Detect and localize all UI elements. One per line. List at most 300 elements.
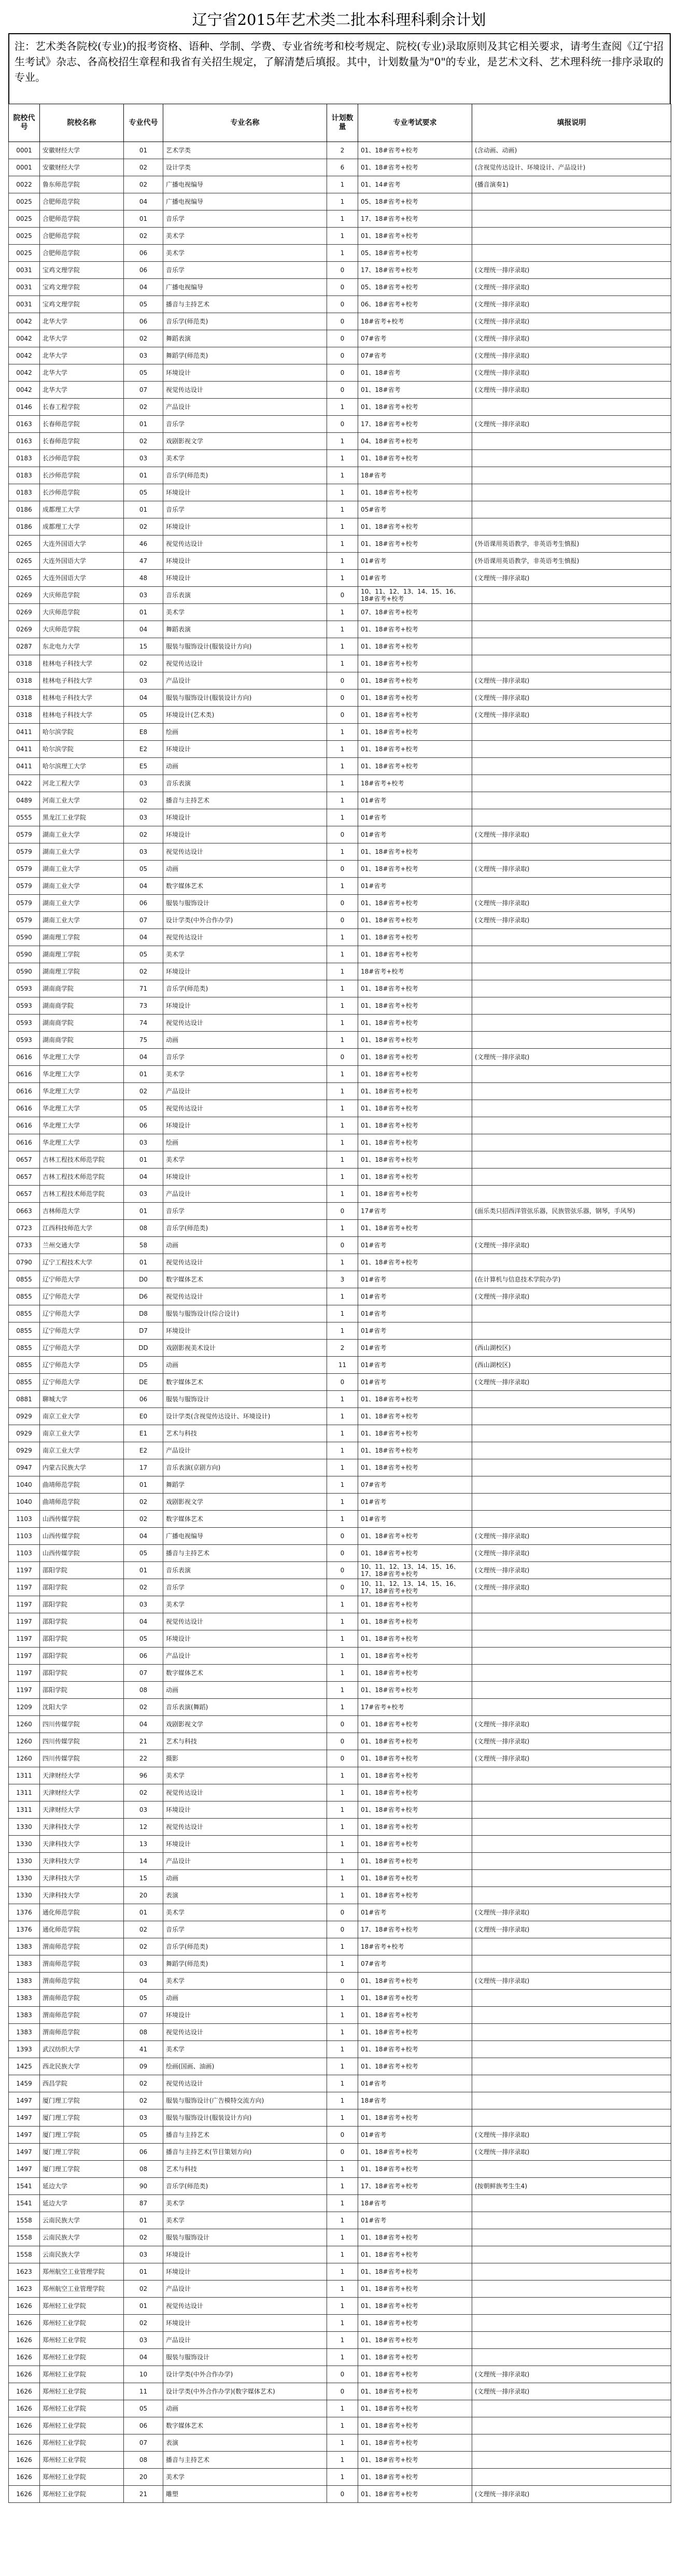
cell-major-code: 08 [124,2161,163,2178]
cell-school-code: 1197 [9,1579,40,1596]
table-row [9,672,671,689]
cell-exam-requirement: 01、18#省考+校考 [358,536,472,553]
cell-major-code: 75 [124,1032,163,1049]
cell-notes: (按朝鲜族考生生4) [472,2178,671,2195]
cell-school-code: 1330 [9,1853,40,1870]
cell-plan-count: 1 [327,809,358,826]
cell-school-code: 1623 [9,2281,40,2298]
cell-school-name: 山西传媒学院 [40,1511,124,1528]
table-row [9,1596,671,1613]
cell-plan-count: 1 [327,980,358,997]
cell-major-code: 01 [124,2263,163,2281]
cell-major-name: 产品设计 [163,1083,327,1100]
cell-notes [472,2024,671,2041]
cell-plan-count: 1 [327,467,358,484]
cell-notes [472,1801,671,1819]
cell-plan-count: 1 [327,604,358,621]
cell-school-name: 南京工业大学 [40,1425,124,1442]
cell-notes: (文理统一排序录取) [472,707,671,724]
cell-exam-requirement: 01、18#省考+校考 [358,2041,472,2058]
cell-school-code: 0723 [9,1220,40,1237]
table-row [9,655,671,672]
table-row [9,1408,671,1425]
cell-school-name: 哈尔滨学院 [40,741,124,758]
table-row [9,245,671,262]
cell-exam-requirement: 01、18#省考+校考 [358,1151,472,1169]
cell-exam-requirement: 07#省考 [358,1476,472,1494]
cell-major-name: 戏剧影视文学 [163,1494,327,1511]
cell-major-code: 02 [124,792,163,809]
cell-major-code: DE [124,1374,163,1391]
cell-major-name: 音乐表演(舞蹈) [163,1699,327,1716]
cell-major-name: 舞蹈学(师范类) [163,1955,327,1973]
cell-notes [472,1699,671,1716]
cell-school-name: 山西传媒学院 [40,1528,124,1545]
cell-notes [472,1870,671,1887]
cell-notes [472,1767,671,1784]
cell-school-code: 0411 [9,741,40,758]
table-row [9,501,671,518]
cell-plan-count: 1 [327,245,358,262]
cell-school-code: 0579 [9,861,40,878]
cell-major-code: 04 [124,1528,163,1545]
cell-plan-count: 1 [327,2452,358,2469]
cell-major-code: 01 [124,467,163,484]
cell-major-code: 04 [124,193,163,210]
table-row [9,1528,671,1545]
cell-major-name: 美术学 [163,1904,327,1921]
cell-major-code: 02 [124,1921,163,1938]
cell-exam-requirement: 01、18#省考+校考 [358,2229,472,2246]
cell-plan-count: 1 [327,193,358,210]
cell-plan-count: 1 [327,1613,358,1630]
table-row [9,2109,671,2127]
table-row [9,2161,671,2178]
cell-plan-count: 1 [327,1459,358,1476]
cell-notes [472,228,671,245]
cell-school-name: 吉林师范大学 [40,1203,124,1220]
cell-plan-count: 1 [327,2007,358,2024]
cell-major-name: 舞蹈学 [163,1476,327,1494]
cell-exam-requirement: 01、18#省考+校考 [358,2400,472,2417]
cell-plan-count: 1 [327,2315,358,2332]
cell-school-code: 1197 [9,1562,40,1579]
cell-school-name: 大庆师范学院 [40,604,124,621]
cell-major-code: 05 [124,2127,163,2144]
cell-plan-count: 1 [327,621,358,638]
table-row [9,1066,671,1083]
cell-school-code: 0318 [9,655,40,672]
cell-school-code: 1626 [9,2417,40,2434]
cell-plan-count: 1 [327,1836,358,1853]
table-row [9,279,671,296]
table-row [9,878,671,895]
cell-school-name: 大连外国语大学 [40,570,124,587]
cell-school-name: 大连外国语大学 [40,536,124,553]
cell-plan-count: 0 [327,1579,358,1596]
table-row [9,433,671,450]
cell-school-code: 1311 [9,1801,40,1819]
cell-school-name: 郑州轻工业学院 [40,2469,124,2486]
cell-school-code: 0616 [9,1049,40,1066]
cell-school-name: 南京工业大学 [40,1442,124,1459]
cell-school-code: 0163 [9,416,40,433]
cell-major-code: 07 [124,382,163,399]
cell-exam-requirement: 01#省考 [358,1340,472,1357]
cell-exam-requirement: 01、18#省考+校考 [358,1648,472,1665]
cell-school-name: 合肥师范学院 [40,210,124,228]
table-row [9,946,671,963]
cell-school-code: 1497 [9,2092,40,2109]
cell-major-name: 动画 [163,861,327,878]
cell-plan-count: 0 [327,296,358,313]
cell-major-code: D5 [124,1357,163,1374]
cell-notes [472,963,671,980]
table-row [9,724,671,741]
cell-school-code: 0593 [9,1032,40,1049]
cell-exam-requirement: 06、18#省考+校考 [358,296,472,313]
cell-plan-count: 1 [327,1220,358,1237]
cell-school-name: 桂林电子科技大学 [40,689,124,707]
cell-school-code: 0265 [9,553,40,570]
table-row [9,775,671,792]
cell-school-name: 河南工业大学 [40,792,124,809]
cell-major-code: 02 [124,1494,163,1511]
table-row [9,1716,671,1733]
table-row [9,399,671,416]
cell-school-name: 安徽财经大学 [40,159,124,176]
table-row [9,2075,671,2092]
cell-school-name: 厦门理工学院 [40,2161,124,2178]
cell-exam-requirement: 01、18#省考+校考 [358,1425,472,1442]
cell-major-code: 07 [124,1665,163,1682]
cell-exam-requirement: 18#省考 [358,2195,472,2212]
cell-school-code: 0042 [9,330,40,347]
cell-major-code: 14 [124,1853,163,1870]
table-row [9,2127,671,2144]
cell-major-code: 02 [124,399,163,416]
cell-major-code: 01 [124,2212,163,2229]
cell-major-name: 广播电视编导 [163,176,327,193]
cell-notes: (西山湖校区) [472,1357,671,1374]
cell-plan-count: 0 [327,1921,358,1938]
cell-school-name: 天津科技大学 [40,1853,124,1870]
cell-major-name: 视觉传达设计 [163,1819,327,1836]
cell-school-code: 0947 [9,1459,40,1476]
cell-major-name: 美术学 [163,245,327,262]
cell-exam-requirement: 01、18#省考+校考 [358,2281,472,2298]
cell-major-name: 播音与主持艺术 [163,1545,327,1562]
header-row [9,104,671,142]
cell-major-code: E8 [124,724,163,741]
table-row [9,2178,671,2195]
cell-notes [472,2212,671,2229]
cell-major-name: 服装与服饰设计(广告模特交流方向) [163,2092,327,2109]
cell-major-name: 设计学类(中外合作办学) [163,912,327,929]
cell-major-name: 视觉传达设计 [163,1254,327,1271]
cell-plan-count: 0 [327,1528,358,1545]
cell-school-name: 厦门理工学院 [40,2127,124,2144]
cell-major-name: 表演 [163,2434,327,2452]
table-row [9,1955,671,1973]
cell-notes [472,1819,671,1836]
cell-school-name: 渭南师范学院 [40,2024,124,2041]
table-row [9,176,671,193]
cell-notes [472,2400,671,2417]
cell-notes: (文理统一排序录取) [472,279,671,296]
cell-exam-requirement: 01#省考 [358,2075,472,2092]
cell-plan-count: 1 [327,518,358,536]
cell-exam-requirement: 01、18#省考+校考 [358,1990,472,2007]
cell-school-code: 1459 [9,2075,40,2092]
cell-major-code: 06 [124,2144,163,2161]
cell-exam-requirement: 01、18#省考+校考 [358,1254,472,1271]
cell-school-code: 0001 [9,142,40,159]
cell-exam-requirement: 01、18#省考+校考 [358,1391,472,1408]
cell-plan-count: 1 [327,878,358,895]
cell-school-code: 1626 [9,2400,40,2417]
cell-school-name: 湖南工业大学 [40,895,124,912]
cell-major-name: 戏剧影视文学 [163,433,327,450]
cell-major-name: 音乐学(师范类) [163,1938,327,1955]
cell-notes [472,1494,671,1511]
cell-major-code: 02 [124,433,163,450]
cell-major-name: 环境设计(艺术类) [163,707,327,724]
cell-major-name: 音乐表演 [163,587,327,604]
table-row [9,1579,671,1596]
cell-exam-requirement: 01、18#省考+校考 [358,1459,472,1476]
cell-school-code: 0555 [9,809,40,826]
cell-school-name: 郑州轻工业学院 [40,2417,124,2434]
table-row [9,450,671,467]
cell-notes [472,2092,671,2109]
cell-notes [472,1083,671,1100]
cell-school-name: 江西科技师范大学 [40,1220,124,1237]
cell-major-name: 环境设计 [163,2263,327,2281]
header-plan-count: 计划数量 [327,104,358,142]
cell-school-name: 邵阳学院 [40,1665,124,1682]
cell-exam-requirement: 01#省考 [358,1288,472,1305]
table-row [9,2452,671,2469]
cell-major-name: 雕塑 [163,2486,327,2503]
cell-major-code: 05 [124,1100,163,1117]
cell-exam-requirement: 01、18#省考+校考 [358,1186,472,1203]
cell-exam-requirement: 07#省考 [358,1955,472,1973]
table-row [9,2144,671,2161]
cell-school-code: 0855 [9,1271,40,1288]
cell-major-code: 07 [124,912,163,929]
cell-major-name: 动画 [163,1357,327,1374]
cell-school-name: 大庆师范学院 [40,587,124,604]
cell-major-code: 03 [124,2332,163,2349]
cell-exam-requirement: 01#省考 [358,1494,472,1511]
cell-plan-count: 1 [327,553,358,570]
cell-major-code: 04 [124,1716,163,1733]
cell-exam-requirement: 05、18#省考+校考 [358,193,472,210]
cell-notes: (文理统一排序录取) [472,2486,671,2503]
cell-major-code: 02 [124,1083,163,1100]
table-row [9,2058,671,2075]
cell-school-name: 大连外国语大学 [40,553,124,570]
cell-school-code: 1197 [9,1596,40,1613]
cell-school-name: 辽宁师范大学 [40,1271,124,1288]
cell-school-name: 辽宁师范大学 [40,1322,124,1340]
cell-notes [472,1955,671,1973]
cell-major-name: 环境设计 [163,1630,327,1648]
cell-school-code: 0855 [9,1322,40,1340]
cell-plan-count: 0 [327,672,358,689]
cell-major-name: 表演 [163,1887,327,1904]
table-row [9,536,671,553]
cell-major-code: 02 [124,159,163,176]
cell-notes [472,946,671,963]
cell-major-code: 08 [124,1682,163,1699]
cell-notes: (文理统一排序录取) [472,826,671,843]
cell-exam-requirement: 01、18#省考+校考 [358,2332,472,2349]
cell-school-name: 长春师范学院 [40,416,124,433]
cell-plan-count: 1 [327,1015,358,1032]
cell-major-name: 舞蹈表演 [163,330,327,347]
cell-school-code: 1103 [9,1545,40,1562]
cell-major-name: 艺术学类 [163,142,327,159]
cell-exam-requirement: 01、18#省考+校考 [358,1973,472,1990]
cell-notes [472,2229,671,2246]
cell-plan-count: 1 [327,1630,358,1648]
cell-notes: (文理统一排序录取) [472,1562,671,1579]
cell-school-name: 宝鸡文理学院 [40,296,124,313]
cell-major-name: 设计学类(中外合作办学) [163,2366,327,2383]
cell-plan-count: 1 [327,1151,358,1169]
cell-notes [472,1066,671,1083]
cell-school-code: 1626 [9,2366,40,2383]
table-row [9,1682,671,1699]
table-row [9,1476,671,1494]
cell-exam-requirement: 01、18#省考+校考 [358,1596,472,1613]
cell-major-name: 音乐学 [163,262,327,279]
cell-school-name: 湖南工业大学 [40,878,124,895]
cell-exam-requirement: 10、11、12、13、14、15、16、17、18#省考+校考 [358,1579,472,1596]
cell-exam-requirement: 01、18#省考+校考 [358,2452,472,2469]
table-row [9,621,671,638]
cell-school-name: 辽宁师范大学 [40,1357,124,1374]
header-school-name: 院校名称 [40,104,124,142]
cell-school-code: 0855 [9,1288,40,1305]
cell-notes [472,2469,671,2486]
cell-major-name: 产品设计 [163,1442,327,1459]
cell-exam-requirement: 17#省考 [358,1203,472,1220]
cell-notes [472,1169,671,1186]
cell-school-name: 曲靖师范学院 [40,1494,124,1511]
cell-plan-count: 0 [327,1973,358,1990]
cell-notes: (文理统一排序录取) [472,1733,671,1750]
cell-school-name: 延边大学 [40,2178,124,2195]
cell-exam-requirement: 01、18#省考+校考 [358,2246,472,2263]
cell-school-code: 1626 [9,2383,40,2400]
cell-exam-requirement: 18#省考+校考 [358,313,472,330]
cell-major-name: 产品设计 [163,672,327,689]
table-row [9,1169,671,1186]
cell-notes [472,450,671,467]
cell-plan-count: 1 [327,2246,358,2263]
cell-plan-count: 1 [327,843,358,861]
cell-school-code: 1311 [9,1784,40,1801]
cell-school-name: 湖南工业大学 [40,843,124,861]
remaining-plan-table [8,104,671,2503]
cell-plan-count: 1 [327,1665,358,1682]
table-row [9,1630,671,1648]
cell-school-code: 0001 [9,159,40,176]
cell-exam-requirement: 01、18#省考+校考 [358,1528,472,1545]
table-row [9,1613,671,1630]
cell-major-name: 音乐学(师范类) [163,1220,327,1237]
cell-notes [472,1665,671,1682]
table-row [9,2212,671,2229]
cell-school-code: 1197 [9,1682,40,1699]
cell-school-name: 天津科技大学 [40,1887,124,1904]
cell-school-name: 西昌学院 [40,2075,124,2092]
cell-major-code: 08 [124,2452,163,2469]
cell-major-code: 04 [124,1973,163,1990]
cell-major-name: 环境设计 [163,809,327,826]
cell-major-name: 播音与主持艺术 [163,2452,327,2469]
cell-notes: (在计算机与信息技术学院办学) [472,1271,671,1288]
cell-major-code: 03 [124,587,163,604]
table-row [9,1921,671,1938]
cell-major-code: 02 [124,1511,163,1528]
cell-exam-requirement: 01、18#省考+校考 [358,1442,472,1459]
cell-school-name: 黑龙江工业学院 [40,809,124,826]
cell-school-code: 1626 [9,2469,40,2486]
cell-school-code: 1197 [9,1665,40,1682]
table-row [9,1391,671,1408]
cell-exam-requirement: 01#省考 [358,1357,472,1374]
cell-school-code: 1103 [9,1528,40,1545]
cell-major-name: 音乐学 [163,416,327,433]
table-row [9,1784,671,1801]
cell-notes [472,1459,671,1476]
cell-major-name: 动画 [163,1870,327,1887]
cell-exam-requirement: 05#省考 [358,501,472,518]
cell-major-name: 数字媒体艺术 [163,1665,327,1682]
cell-plan-count: 1 [327,2400,358,2417]
cell-major-code: 11 [124,2383,163,2400]
cell-school-name: 大庆师范学院 [40,621,124,638]
table-row [9,1733,671,1750]
cell-notes [472,1305,671,1322]
cell-school-name: 合肥师范学院 [40,228,124,245]
cell-exam-requirement: 01、18#省考+校考 [358,2024,472,2041]
table-row [9,1990,671,2007]
table-row [9,826,671,843]
cell-school-code: 1197 [9,1648,40,1665]
cell-plan-count: 1 [327,433,358,450]
cell-school-name: 华北理工大学 [40,1117,124,1134]
cell-school-name: 厦门理工学院 [40,2092,124,2109]
cell-major-name: 戏剧影视美术设计 [163,1340,327,1357]
cell-plan-count: 0 [327,2486,358,2503]
cell-notes [472,2434,671,2452]
cell-major-code: 71 [124,980,163,997]
cell-school-code: 1330 [9,1870,40,1887]
cell-school-code: 0790 [9,1254,40,1271]
cell-school-name: 云南民族大学 [40,2229,124,2246]
cell-major-code: 01 [124,416,163,433]
cell-school-code: 0590 [9,946,40,963]
document-title: 辽宁省2015年艺术类二批本科理科剩余计划 [192,11,486,29]
cell-school-name: 北华大学 [40,330,124,347]
cell-plan-count: 1 [327,2298,358,2315]
cell-exam-requirement: 01、18#省考+校考 [358,1100,472,1117]
